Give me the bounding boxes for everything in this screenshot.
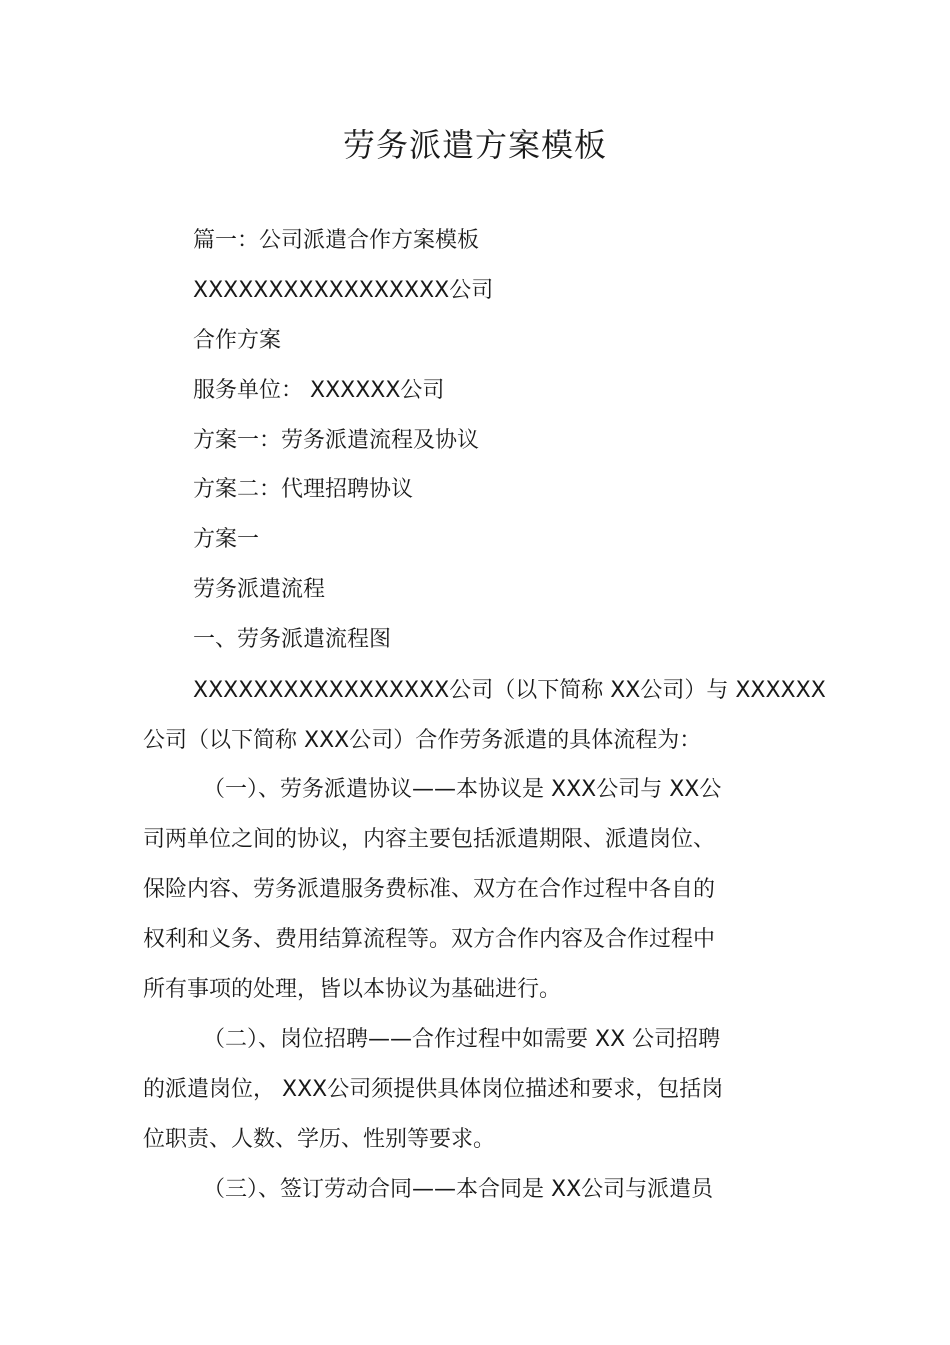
paragraph-line: 所有事项的处理，皆以本协议为基础进行。 — [143, 977, 562, 1002]
line-company: XXXXXXXXXXXXXXXXX公司 — [193, 278, 494, 303]
line-dispatch-process: 劳务派遣流程 — [193, 577, 326, 602]
line-plan-one: 方案一：劳务派遣流程及协议 — [193, 428, 480, 453]
paragraph-line: （二）、岗位招聘——合作过程中如需要 XX 公司招聘 — [203, 1027, 721, 1052]
paragraph-line: 的派遣岗位， XXX公司须提供具体岗位描述和要求，包括岗 — [143, 1077, 724, 1102]
paragraph-line: 司两单位之间的协议，内容主要包括派遣期限、派遣岗位、 — [143, 827, 716, 852]
paragraph-line: 公司（以下简称 XXX公司）合作劳务派遣的具体流程为： — [143, 728, 702, 753]
document-title: 劳务派遣方案模板 — [342, 126, 607, 164]
line-plan-one-heading: 方案一 — [193, 527, 260, 552]
paragraph-line: 保险内容、劳务派遣服务费标准、双方在合作过程中各自的 — [143, 877, 716, 902]
line-cooperation-plan: 合作方案 — [193, 328, 282, 353]
paragraph-line: （三）、签订劳动合同——本合同是 XX公司与派遣员 — [203, 1177, 714, 1202]
line-plan-two: 方案二：代理招聘协议 — [193, 477, 414, 502]
paragraph-line: 权利和义务、费用结算流程等。双方合作内容及合作过程中 — [143, 927, 716, 952]
line-section-one: 一、劳务派遣流程图 — [193, 627, 392, 652]
paragraph-line: （一）、劳务派遣协议——本协议是 XXX公司与 XX公 — [203, 777, 722, 802]
line-service-unit: 服务单位： XXXXXX公司 — [193, 378, 445, 403]
line-chapter-one: 篇一：公司派遣合作方案模板 — [193, 228, 480, 253]
paragraph-line: 位职责、人数、学历、性别等要求。 — [143, 1127, 496, 1152]
paragraph-line: XXXXXXXXXXXXXXXXX公司（以下简称 XX公司）与 XXXXXX — [193, 678, 826, 703]
